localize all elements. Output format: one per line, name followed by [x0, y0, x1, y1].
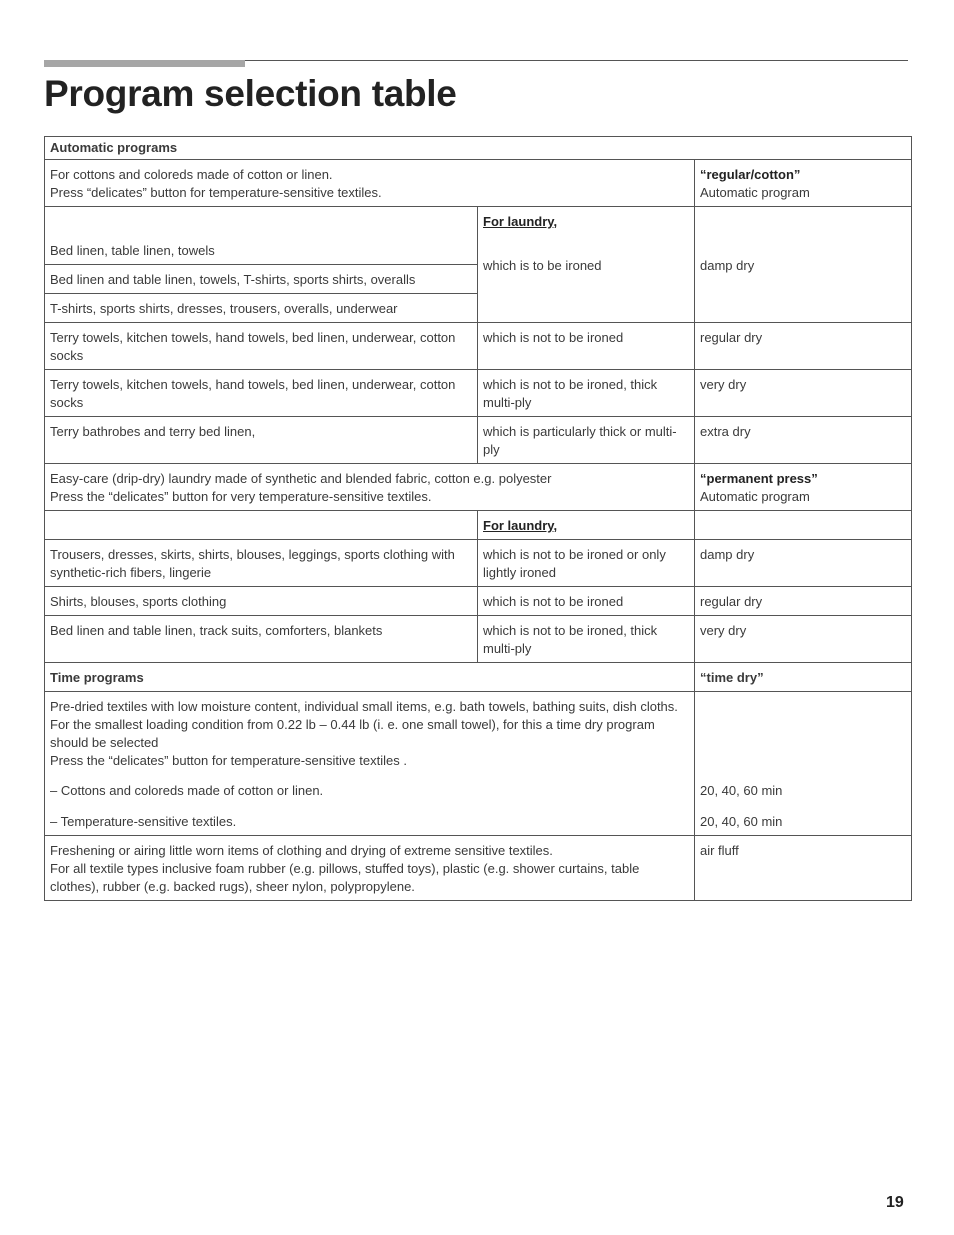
condition-cell: For laundry, — [478, 511, 695, 540]
result-cell: damp dry — [695, 207, 912, 323]
option-cottons-value: 20, 40, 60 min — [700, 783, 783, 798]
item-cell: Terry towels, kitchen towels, hand towels, bed linen, underwear, cotton socks — [45, 370, 478, 417]
option-temperature-sensitive: – Temperature-sensitive textiles. — [50, 814, 237, 829]
air-fluff-program-cell: air fluff — [695, 836, 912, 901]
condition-cell: which is not to be ironed or only lightly ironed — [478, 540, 695, 587]
time-programs-header: Time programs — [45, 663, 695, 692]
item-cell: Bed linen, table linen, towels — [45, 207, 478, 265]
result-cell: damp dry — [695, 540, 912, 587]
regular-description: For cottons and coloreds made of cotton or linen. Press “delicates” button for temperature-sensitive textiles. — [45, 160, 695, 207]
item-cell: Terry towels, kitchen towels, hand towels, bed linen, underwear, cotton socks — [45, 323, 478, 370]
condition-cell: which is particularly thick or multi-ply — [478, 417, 695, 464]
option-temperature-sensitive-value: 20, 40, 60 min — [700, 814, 783, 829]
header-accent-bar — [44, 60, 245, 67]
time-description: Pre-dried textiles with low moisture content, individual small items, e.g. bath towels, bathing suits, dish cloths. For the smallest loading condition from 0.22 lb – 0.44 lb (i. e. one small towel), for this a time dry program should be selected Press the “delicates” button for temperature-sensitive textiles . – Cottons and coloreds made of cotton or linen. – Temperature-sensitive textiles. — [45, 692, 695, 836]
result-cell: regular dry — [695, 323, 912, 370]
result-cell: very dry — [695, 370, 912, 417]
time-values-cell — [695, 692, 912, 836]
result-cell: regular dry — [695, 587, 912, 616]
item-cell: Terry bathrobes and terry bed linen, — [45, 417, 478, 464]
table-row — [45, 836, 912, 901]
table-row — [45, 370, 912, 417]
program-selection-table — [44, 136, 912, 901]
table-row — [45, 464, 912, 511]
table-row — [45, 692, 912, 836]
item-cell: Bed linen and table linen, track suits, comforters, blankets — [45, 616, 478, 663]
table-row — [45, 663, 912, 692]
item-cell: Trousers, dresses, skirts, shirts, blouses, leggings, sports clothing with synthetic-rich fibers, lingerie — [45, 540, 478, 587]
condition-cell: which is not to be ironed — [478, 587, 695, 616]
page-title: Program selection table — [44, 73, 457, 114]
table-row — [45, 417, 912, 464]
page-number: 19 — [886, 1194, 904, 1211]
option-cottons: – Cottons and coloreds made of cotton or linen. — [50, 783, 324, 798]
permanent-description: Easy-care (drip-dry) laundry made of synthetic and blended fabric, cotton e.g. polyester Press the “delicates” button for very temperature-sensitive textiles. — [45, 464, 695, 511]
item-cell — [45, 511, 478, 540]
air-fluff-description: Freshening or airing little worn items of clothing and drying of extreme sensitive textiles. For all textile types inclusive foam rubber (e.g. pillows, stuffed toys), plastic (e.g. shower curtains, table clothes), rubber (e.g. backed rugs), sheer nylon, polypropylene. — [45, 836, 695, 901]
automatic-programs-header: Automatic programs — [45, 137, 912, 160]
table-row — [45, 540, 912, 587]
condition-cell: For laundry, which is to be ironed — [478, 207, 695, 323]
result-cell — [695, 511, 912, 540]
table-row — [45, 207, 912, 265]
table-row — [45, 323, 912, 370]
table-row — [45, 511, 912, 540]
item-cell: Bed linen and table linen, towels, T-shirts, sports shirts, overalls — [45, 265, 478, 294]
result-cell: very dry — [695, 616, 912, 663]
table-row — [45, 137, 912, 160]
permanent-program-cell: “permanent press” Automatic program — [695, 464, 912, 511]
table-row — [45, 160, 912, 207]
table-row — [45, 587, 912, 616]
condition-cell: which is not to be ironed, thick multi-ply — [478, 616, 695, 663]
item-cell: Shirts, blouses, sports clothing — [45, 587, 478, 616]
condition-cell: which is not to be ironed — [478, 323, 695, 370]
regular-program-cell: “regular/cotton” Automatic program — [695, 160, 912, 207]
table-row — [45, 616, 912, 663]
item-cell: T-shirts, sports shirts, dresses, trousers, overalls, underwear — [45, 294, 478, 323]
result-cell: extra dry — [695, 417, 912, 464]
time-dry-program-cell: “time dry” — [695, 663, 912, 692]
condition-cell: which is not to be ironed, thick multi-ply — [478, 370, 695, 417]
